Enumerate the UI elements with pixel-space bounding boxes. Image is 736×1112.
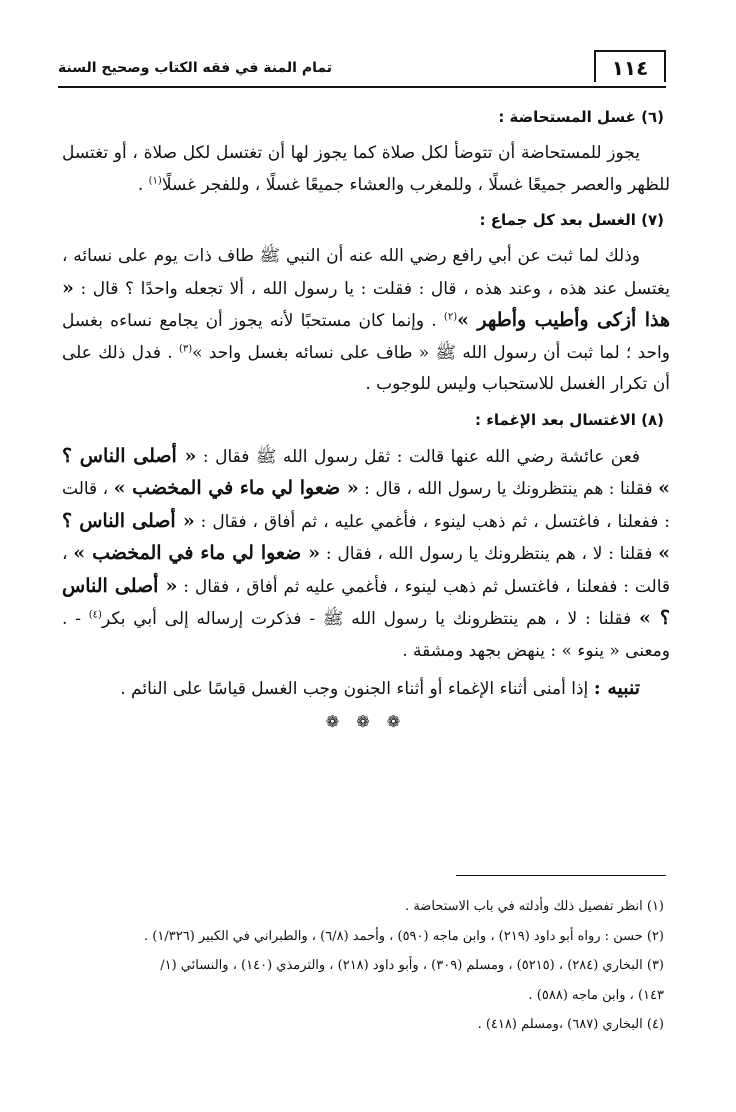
footnote-ref-4: (٤) (88, 609, 102, 621)
hadith-quote: « أصلى الناس ؟ » (62, 444, 670, 499)
footnote-3: (٣) البخاري (٢٨٤) ، (٥٢١٥) ، ومسلم (٣٠٩) ، وأبو داود (٢١٨) ، والترمذي (١٤٠) ، والنسائي (١/ (160, 958, 664, 973)
paragraph-ighma (62, 441, 670, 668)
footnote-2: (٢) حسن : رواه أبو داود (٢١٩) ، وابن ماجه (٥٩٠) ، وأحمد (٦/٨) ، والطبراني في الكبير (١/٣٢٦) . (144, 928, 664, 944)
paragraph-text: فقلنا : لا ، هم ينتظرونك يا رسول الله ﷺ - فذكرت إرساله إلى أبي بكر (101, 609, 640, 629)
footnotes (62, 892, 666, 1040)
paragraph-jima (62, 241, 670, 401)
note-label: تنبيه : (593, 677, 640, 699)
hadith-quote: « أصلى الناس ؟ » (62, 574, 671, 629)
footnote-ref-2: (٢) (443, 311, 458, 323)
header-rule (58, 86, 666, 88)
section-heading-8: (٨) الاغتسال بعد الإغماء : (474, 410, 664, 429)
note-paragraph (62, 673, 670, 706)
footnote-1: (١) انظر تفصيل ذلك وأدلته في باب الاستحاضة . (405, 899, 664, 914)
footnote-4: (٤) البخاري (٦٨٧) ،ومسلم (٤١٨) . (477, 1017, 664, 1032)
hadith-quote: « أصلى الناس ؟ » (62, 509, 670, 564)
paragraph-text: فعن عائشة رضي الله عنها قالت : ثقل رسول الله ﷺ فقال : (196, 446, 640, 467)
paragraph-text: - . ومعنى « ينوء » : ينهض بجهد ومشقة . (62, 609, 670, 661)
footnote-rule (456, 875, 666, 876)
paragraph-text: . فدل ذلك على أن تكرار الغسل للاستحباب وليس للوجوب . (62, 342, 670, 394)
paragraph-text: . وإنما كان مستحبًا لأنه يجوز أن يجامع نساءه بغسل واحد ؛ لما ثبت أن رسول الله ﷺ « طاف على نسائه بغسل واحد » (62, 311, 670, 363)
footnote-3-continued: ١٤٣) ، وابن ماجه (٥٨٨) . (528, 987, 664, 1003)
running-title: تمام المنة في فقه الكتاب وصحيح السنة (58, 60, 332, 76)
paragraph-text: وذلك لما ثبت عن أبي رافع رضي الله عنه أن النبي ﷺ طاف ذات يوم على نسائه ، يغتسل عند هذه ، وعند هذه ، قال : فقلت : يا رسول الله ، ألا تجعله واحدًا ؟ قال : (62, 246, 670, 299)
page-number: ١١٤ (594, 50, 666, 82)
paragraph-tail: . (137, 174, 149, 195)
hadith-quote: « ضعوا لي ماء في المخضب » (113, 477, 359, 499)
hadith-quote: « هذا أزكى وأطيب وأطهر » (62, 276, 670, 331)
footnote-ref-3: (٣) (178, 342, 193, 354)
paragraph-text: فقلنا : هم ينتظرونك يا رسول الله ، قال : (358, 479, 659, 499)
page-header (58, 50, 666, 90)
footnote-ref-1: (١) (148, 174, 162, 186)
ornament-divider: ❁ ❁ ❁ (325, 711, 407, 731)
main-text (62, 104, 670, 736)
paragraph-text: فقلنا : لا ، هم ينتظرونك يا رسول الله ، فقال : (320, 544, 659, 564)
paragraph-text: ، قالت : ففعلنا ، فاغتسل ثم ذهب لينوء ، فأغمي عليه ثم أفاق ، فقال : (62, 544, 670, 597)
section-heading-7: (٧) الغسل بعد كل جماع : (479, 211, 664, 229)
paragraph-text: ، قالت : ففعلنا ، فاغتسل ، ثم ذهب لينوء ، فأغمي عليه ، ثم أفاق ، فقال : (62, 479, 670, 532)
paragraph-istihada (62, 138, 670, 201)
paragraph-text: يجوز للمستحاضة أن تتوضأ لكل صلاة كما يجوز لها أن تغتسل لكل صلاة ، أو تغتسل للظهر والعصر جميعًا غسلًا ، وللمغرب والعشاء جميعًا غسلًا ، وللفجر غسلًا (62, 143, 670, 195)
hadith-quote: « ضعوا لي ماء في المخضب » (73, 542, 321, 564)
note-text: إذا أمنى أثناء الإغماء أو أثناء الجنون وجب الغسل قياسًا على النائم . (120, 679, 594, 699)
section-heading-6: (٦) غسل المستحاضة : (498, 108, 664, 126)
